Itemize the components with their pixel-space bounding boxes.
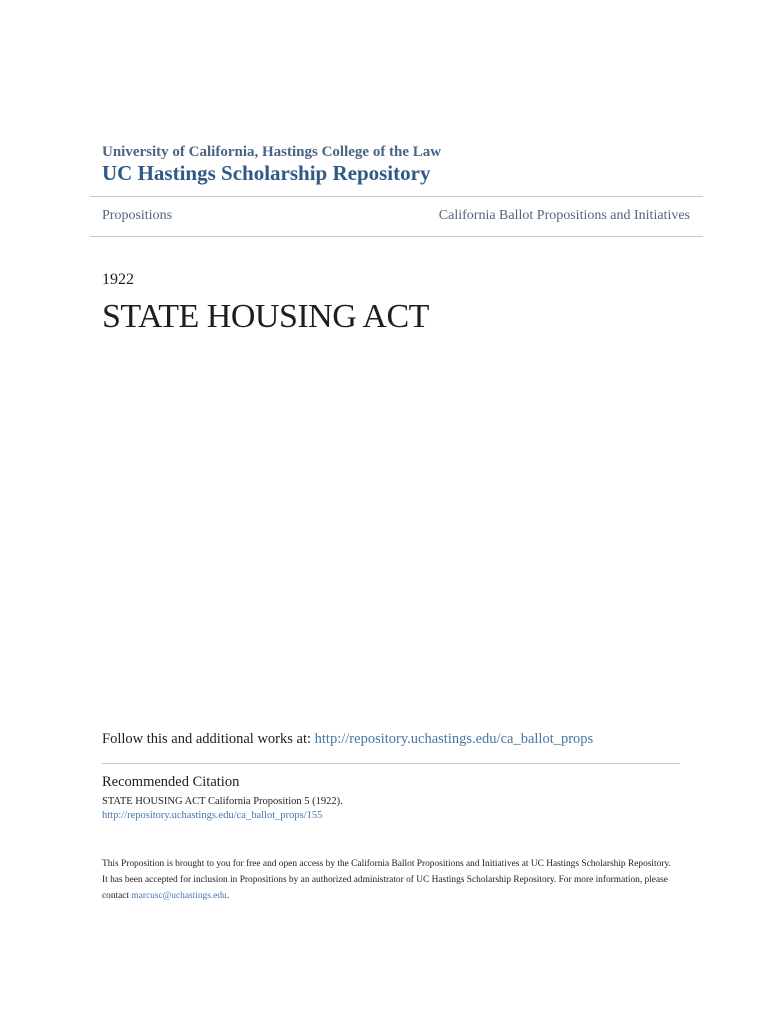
recommended-citation-heading: Recommended Citation xyxy=(102,774,240,790)
notice-contact-suffix: . xyxy=(226,891,230,901)
citation-text: STATE HOUSING ACT California Proposition 5 (1922). xyxy=(102,796,343,807)
follow-line xyxy=(102,731,593,748)
institution-name: University of California, Hastings College of the Law xyxy=(102,144,442,160)
header-divider-bottom xyxy=(90,236,703,237)
series-link[interactable]: Propositions xyxy=(102,208,173,223)
notice-line-3 xyxy=(102,888,702,904)
header-divider-top xyxy=(90,196,703,197)
access-notice xyxy=(102,856,702,904)
notice-line-1: This Proposition is brought to you for free and open access by the California Ballot Propositions and Initiatives at UC Hastings Scholarship Repository. xyxy=(102,859,671,869)
notice-contact-prefix: contact xyxy=(102,891,132,901)
publication-year: 1922 xyxy=(102,271,134,288)
follow-label: Follow this and additional works at: xyxy=(102,731,315,747)
collection-link[interactable]: California Ballot Propositions and Initiatives xyxy=(438,208,690,223)
follow-divider xyxy=(102,763,680,764)
follow-url-link[interactable]: http://repository.uchastings.edu/ca_ballot_props xyxy=(314,731,594,747)
repository-title[interactable]: UC Hastings Scholarship Repository xyxy=(102,161,431,185)
notice-line-2: It has been accepted for inclusion in Propositions by an authorized administrator of UC Hastings Scholarship Repository. For more information, please xyxy=(102,875,668,885)
citation-url-link[interactable]: http://repository.uchastings.edu/ca_ballot_props/155 xyxy=(102,810,323,821)
contact-email-link[interactable]: marcusc@uchastings.edu xyxy=(131,891,227,901)
document-title: STATE HOUSING ACT xyxy=(102,298,429,335)
